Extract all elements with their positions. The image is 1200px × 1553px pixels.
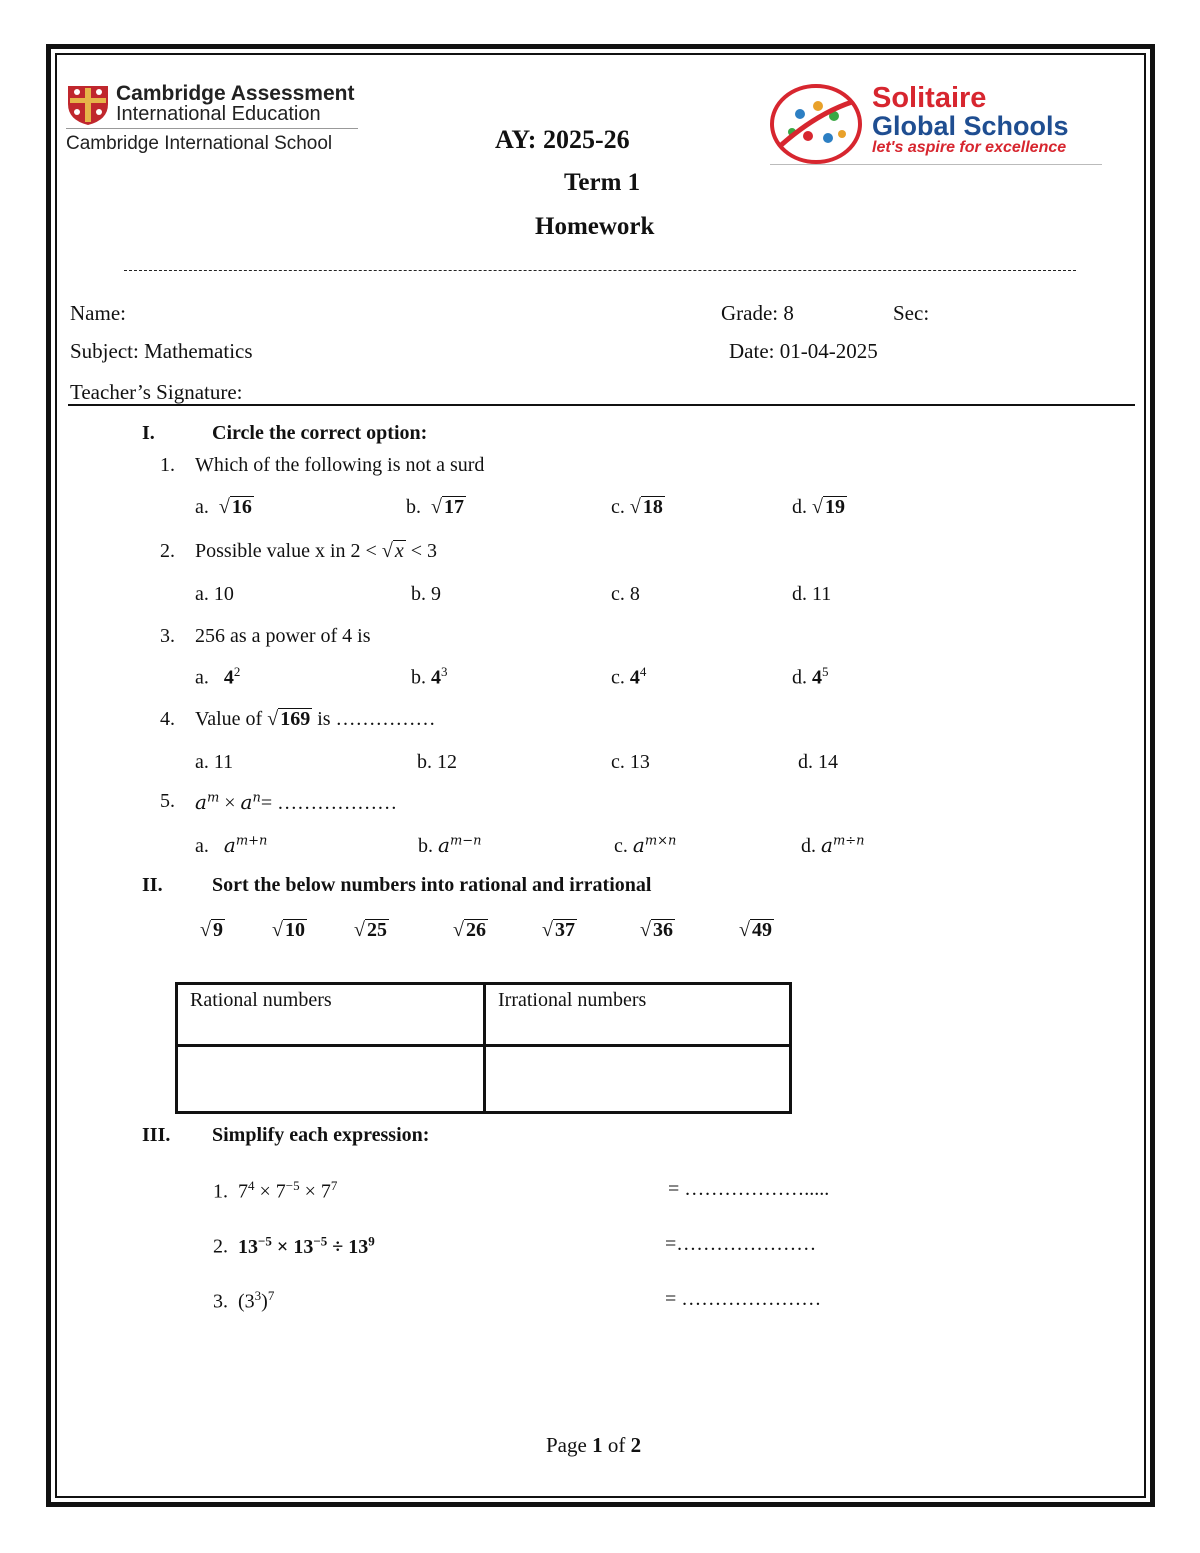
q1-option-a: a. √ 16	[195, 496, 252, 518]
q4-option-a: a. 11	[195, 751, 234, 773]
section1-heading: Circle the correct option:	[212, 422, 428, 444]
section1-numeral: I.	[142, 422, 155, 444]
doc-type: Homework	[535, 213, 655, 240]
expr3: 3. $(3^3)^7$	[213, 1288, 275, 1313]
dashed-separator	[124, 270, 1076, 271]
section2-numeral: II.	[142, 874, 163, 896]
q3-text: 256 as a power of 4 is	[195, 625, 371, 647]
q5-option-c: c. $a^{m\times n}$	[614, 833, 677, 857]
sort-table	[175, 982, 792, 1114]
q4-option-c: c. 13	[611, 751, 650, 773]
page-number: Page 1 of 2	[546, 1433, 642, 1457]
surd-number: √ 26	[453, 919, 486, 941]
cambridge-line2: International Education	[116, 103, 321, 125]
solitaire-line1: Solitaire	[872, 82, 987, 114]
solitaire-globe-icon	[770, 84, 862, 164]
section3-heading: Simplify each expression:	[212, 1124, 430, 1146]
cambridge-shield-icon	[66, 84, 110, 126]
term: Term 1	[564, 169, 641, 196]
q2-option-b: b. 9	[411, 583, 441, 605]
q5-option-b: b. $a^{m-n}$	[418, 833, 482, 857]
q5-text: $a^m \times a^n=$ ………………	[195, 790, 398, 814]
surd-number: √ 36	[640, 919, 673, 941]
q2-number: 2.	[160, 540, 175, 562]
q3-option-c: c. $4^4$	[611, 664, 647, 689]
q4-number: 4.	[160, 708, 175, 730]
q1-option-d: d. √ 19	[792, 496, 845, 518]
expr1: 1. $7^4 \times 7^{-5} \times 7^7$	[213, 1178, 338, 1203]
solitaire-tagline: let's aspire for excellence	[872, 139, 1067, 156]
surd-number: √ 49	[739, 919, 772, 941]
solitaire-line2: Global Schools	[872, 111, 1069, 141]
cambridge-line1: Cambridge Assessment	[116, 82, 355, 105]
q4-option-b: b. 12	[417, 751, 457, 773]
rational-answer-cell[interactable]	[177, 1046, 485, 1113]
surd-number: √ 37	[542, 919, 575, 941]
q5-option-d: d. $a^{m\div n}$	[801, 833, 865, 857]
rational-header: Rational numbers	[177, 984, 485, 1046]
subject-label: Subject: Mathematics	[70, 339, 253, 363]
surd-number: √ 10	[272, 919, 305, 941]
sec-label: Sec:	[893, 301, 930, 325]
irrational-answer-cell[interactable]	[485, 1046, 791, 1113]
q2-option-a: a. 10	[195, 583, 234, 605]
signature-label: Teacher’s Signature:	[70, 380, 243, 404]
date-label: Date: 01-04-2025	[729, 339, 878, 363]
expr2-answer[interactable]: =…………………	[665, 1233, 817, 1255]
expr2: 2. $13^{-5} \times 13^{-5} \div 13^9$	[213, 1233, 375, 1258]
q3-number: 3.	[160, 625, 175, 647]
q3-option-d: d. $4^5$	[792, 664, 829, 689]
section2-heading: Sort the below numbers into rational and irrational	[212, 874, 652, 896]
q2-option-d: d. 11	[792, 583, 832, 605]
surd-number: √ 25	[354, 919, 387, 941]
surd-number: √ 9	[200, 919, 223, 941]
q4-text: Value of √ 169 is ……………	[195, 708, 436, 730]
q1-option-c: c. √ 18	[611, 496, 663, 518]
name-label: Name:	[70, 301, 126, 325]
q5-option-a: a. $a^{m+n}$	[195, 833, 268, 857]
expr1-answer[interactable]: = ……………….....	[668, 1178, 830, 1200]
q2-option-c: c. 8	[611, 583, 640, 605]
q1-text: Which of the following is not a surd	[195, 454, 485, 476]
irrational-header: Irrational numbers	[485, 984, 791, 1046]
cambridge-line3: Cambridge International School	[66, 133, 333, 154]
header-rule	[68, 404, 1135, 406]
q1-number: 1.	[160, 454, 175, 476]
grade-label: Grade: 8	[721, 301, 794, 325]
q2-text: Possible value x in 2 < √ x < 3	[195, 540, 437, 562]
q3-option-b: b. $4^3$	[411, 664, 448, 689]
q4-option-d: d. 14	[798, 751, 838, 773]
expr3-answer[interactable]: = …………………	[665, 1288, 822, 1310]
q1-option-b: b. √ 17	[406, 496, 464, 518]
section3-numeral: III.	[142, 1124, 171, 1146]
q5-number: 5.	[160, 790, 175, 812]
academic-year: AY: 2025-26	[495, 125, 630, 154]
q3-option-a: a. $4^2$	[195, 664, 241, 689]
